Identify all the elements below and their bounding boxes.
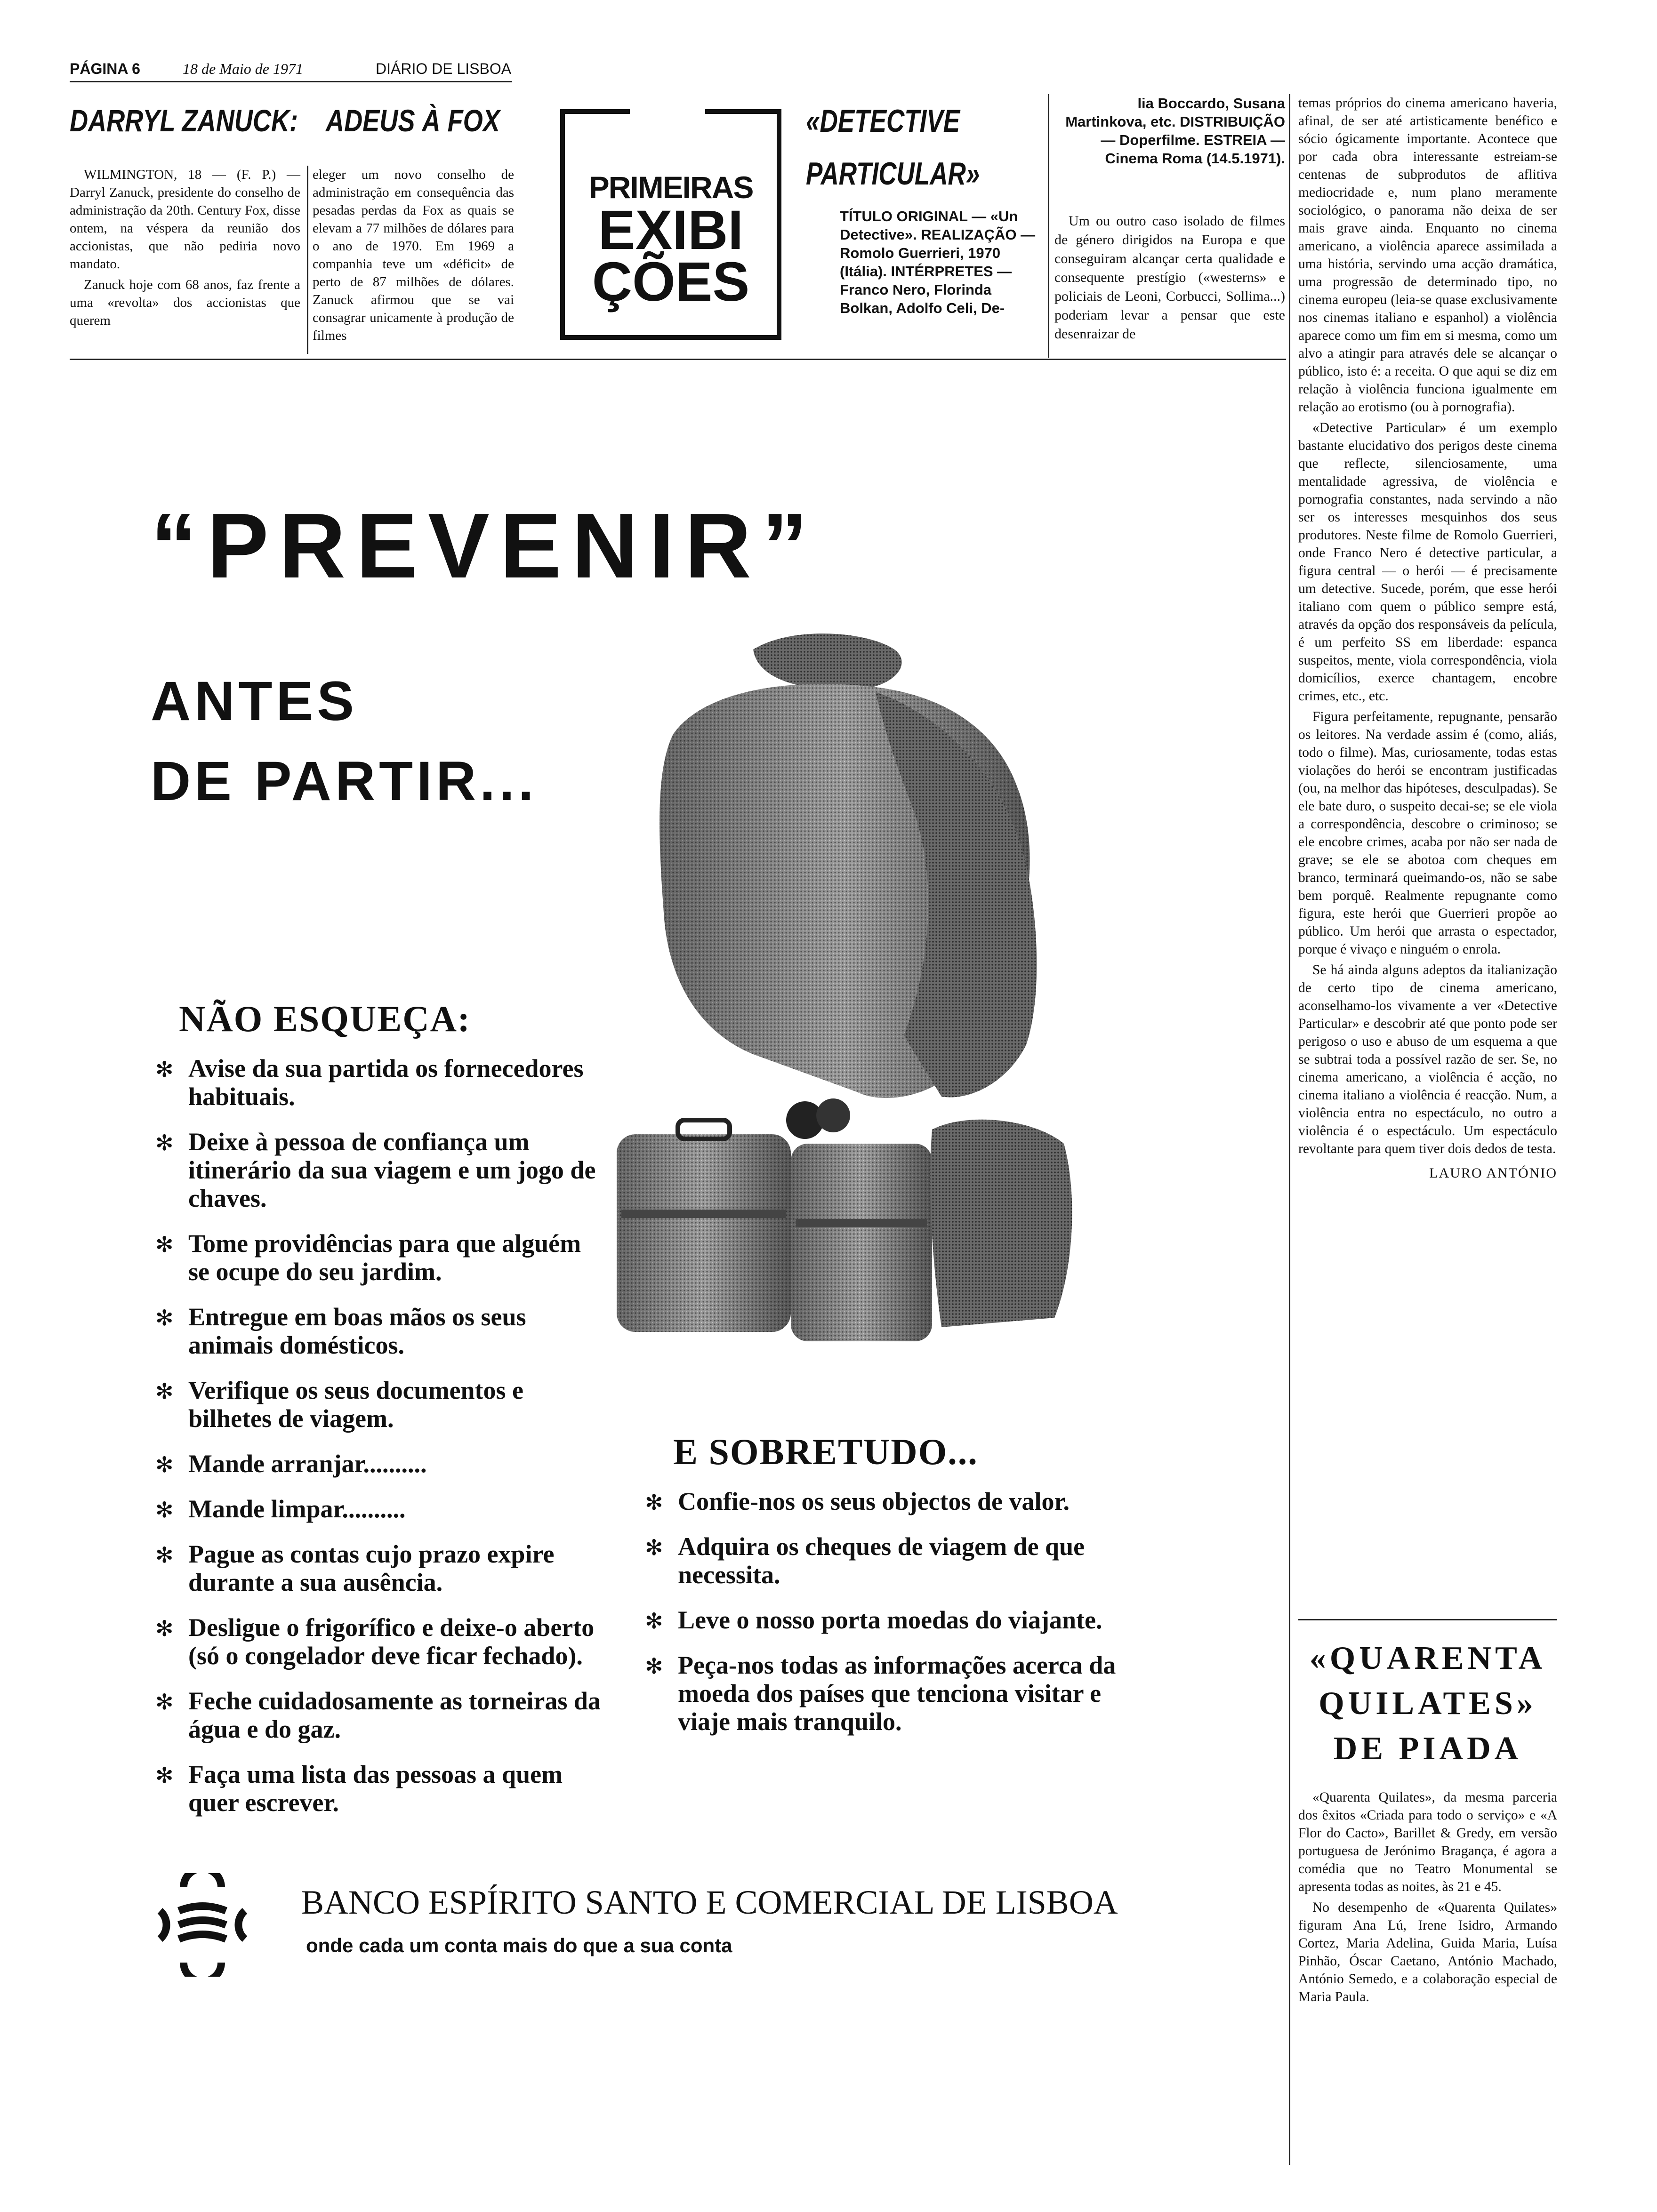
review-col-2-para: Um ou outro caso isolado de filmes de género dirigidos na Europa e que conseguiram alcançar certa qualidade e consequente prestígio («westerns» e policiais de Leoni, Corbucci, Sollima...) poderiam levar a pensar que este desenraizar de (1054, 213, 1285, 342)
asterisk-icon: ✻ (155, 1452, 174, 1477)
zanuck-headline-left: DARRYL ZANUCK: (70, 103, 298, 138)
zanuck-para-3: eleger um novo conselho de administração em consequência das pesadas perdas da Fox as quais se elevam a 77 milhões de dólares para o ano de 1970. Em 1969 a companhia teve um «déficit» de perto de 87 milhões de dólares. Zanuck afirmou que se vai consagrar unicamente à produção de filmes (313, 167, 514, 343)
right-col-rule (1289, 94, 1290, 2165)
paper-name: DIÁRIO DE LISBOA (376, 60, 512, 77)
review-right-para-2: «Detective Particular» é um exemplo bastante elucidativo dos perigos deste cinema que reflecte, silenciosamente, uma mentalidade agressiva, de violência e pornografia constantes, nada servindo a não ser os interesses mesquinhos dos seus produtores. Neste filme de Romolo Guerrieri, onde Franco Nero é detective particular, a figura central — o herói — é precisamente um detective. Sucede, porém, que esse herói italiano com quem o público sempre está, através da opção dos responsáveis da película, é um perfeito SS em liberdade: espanca suspeitos, mente, viola correspondência, viola domicílios, exerce chantagem, encobre crimes, etc., etc. (1298, 420, 1557, 704)
ad-sub-line-1: ANTES (151, 670, 358, 732)
quarenta-para-2: No desempenho de «Quarenta Quilates» figuram Ana Lú, Irene Isidro, Armando Cortez, Maria Adelina, Guida Maria, Luísa Pinhão, Óscar Caetano, António Machado, António Semedo, e a colaboração especial de Maria Paula. (1298, 1900, 1557, 2004)
zanuck-headline-right: ADEUS À FOX (326, 103, 500, 138)
zanuck-para-1: WILMINGTON, 18 — (F. P.) — Darryl Zanuck, presidente do conselho de administração da 20th. Century Fox, disse ontem, na véspera da reunião dos accionistas, que não pediria novo mandato. (70, 167, 300, 272)
list1-item: ✻ Desligue o frigorífico e deixe-o aberto (só o congelador deve ficar fechado). (155, 1613, 595, 1670)
asterisk-icon: ✻ (155, 1542, 174, 1568)
ad-headline: “PREVENIR” (151, 494, 819, 597)
quarenta-title (1298, 1636, 1557, 1771)
quarenta-rule (1298, 1619, 1557, 1620)
asterisk-icon: ✻ (155, 1689, 174, 1715)
list1-item: ✻ Mande arranjar.......... (155, 1450, 427, 1478)
list2-item: ✻ Leve o nosso porta moedas do viajante. (645, 1606, 1102, 1634)
list1 (155, 1054, 607, 1834)
bank-slogan: onde cada um conta mais do que a sua conta (306, 1934, 732, 1956)
page-number: PÁGINA 6 (70, 60, 140, 77)
review-credits-col-1: TÍTULO ORIGINAL — «Un Detective». REALIZAÇÃO — Romolo Guerrieri, 1970 (Itália). INTÉRPRETES — Franco Nero, Florinda Bolkan, Adolfo Celi, De- (840, 208, 1036, 316)
list2-item: ✻ Peça-nos todas as informações acerca da moeda dos países que tenciona visitar e viaje mais tranquilo. (645, 1651, 1116, 1736)
bank-logo-icon (151, 1873, 254, 1977)
luggage-illustration (612, 631, 1083, 1346)
asterisk-icon: ✻ (155, 1130, 174, 1155)
quarenta-title-line-2: QUILATES» (1319, 1685, 1537, 1722)
asterisk-icon: ✻ (155, 1232, 174, 1257)
asterisk-icon: ✻ (155, 1763, 174, 1788)
logo-frame-gap (630, 107, 705, 154)
review-right-para-1: temas próprios do cinema americano haveria, afinal, de ser até artisticamente benéfico e sócio ógicamente importante. Acontece que por cada obra interessante estreiam-se centenas de subprodutos de aflitiva mediocridade e, num plano meramente sociológico, o panorama não deixa de ser mais grave ainda. Enquanto no cinema americano, a violência aparece assimilada a uma história, servindo uma acção dramática, uma progressão de determinado tipo, no cinema europeu (leia-se quase exclusivamente nos cinemas italiano e espanhol) a violência aparece como um fim em si mesma, como um alvo a atingir para através dele se alcançar o público, isto é: a receita. O que aqui se diz em relação à violência funciona igualmente em relação ao erotismo (ou à pornografia). (1298, 96, 1557, 415)
quarenta-title-line-1: «QUARENTA (1309, 1640, 1546, 1676)
asterisk-icon: ✻ (155, 1497, 174, 1523)
logo-line-3: ÇÕES (592, 251, 750, 313)
zanuck-para-2: Zanuck hoje com 68 anos, faz frente a uma «revolta» dos accionistas que querem (70, 277, 300, 328)
list1-item: ✻ Entregue em boas mãos os seus animais domésticos. (155, 1303, 526, 1359)
asterisk-icon: ✻ (645, 1608, 663, 1634)
review-signature: LAURO ANTÓNIO (1429, 1165, 1557, 1181)
asterisk-icon: ✻ (155, 1057, 174, 1082)
list1-item: ✻ Mande limpar.......... (155, 1495, 406, 1523)
logo-line-2: EXIBI (598, 199, 744, 261)
asterisk-icon: ✻ (645, 1653, 663, 1679)
review-title-line-1: «DETECTIVE (806, 103, 960, 139)
review-credits-col-2: lia Boccardo, Susana Martinkova, etc. DISTRIBUIÇÃO — Doperfilme. ESTREIA — Cinema Roma (14.5.1971). (1065, 95, 1285, 167)
ad-sub-line-2: DE PARTIR... (151, 750, 538, 812)
list1-item: ✻ Tome providências para que alguém se ocupe do seu jardim. (155, 1229, 581, 1286)
review-right-col (1298, 94, 1557, 1182)
quarenta-para-1: «Quarenta Quilates», da mesma parceria dos êxitos «Criada para todo o serviço» e «A Flor do Cacto», Barillet & Gredy, em versão portuguesa de Jerónimo Bragança, é agora a comédia que no Teatro Monumental se apresenta todas as noites, às 21 e 45. (1298, 1790, 1557, 1894)
list2-item: ✻ Adquira os cheques de viagem de que necessita. (645, 1532, 1085, 1589)
header-rule (70, 81, 512, 82)
list1-item: ✻ Verifique os seus documentos e bilhetes de viagem. (155, 1376, 524, 1433)
review-title-line-2: PARTICULAR» (806, 156, 980, 192)
asterisk-icon: ✻ (155, 1378, 174, 1404)
quarenta-title-line-3: DE PIADA (1333, 1731, 1522, 1767)
review-right-para-3: Figura perfeitamente, repugnante, pensarão os leitores. Na verdade assim é (como, aliás, todo o filme). Mas, curiosamente, todas estas violações do herói se encontram justificadas (ou, na melhor das hipóteses, desculpadas). Se ele bate duro, o suspeito decai-se; se ele viola a correspondência, descobre o criminoso; se ele encobre crimes, acaba por não ser nada de grave; se ele se abotoa com cheques em branco, terminará queimando-os, não se sabe bem porquê. Realmente repugnante como figura, este herói que Guerrieri propõe ao público. Um herói que arrasta o espectador, porque é vivaço e ninguém o enrola. (1298, 709, 1557, 957)
list2-title: E SOBRETUDO... (673, 1431, 978, 1472)
logo-line-1: PRIMEIRAS (588, 170, 753, 205)
list1-title: NÃO ESQUEÇA: (179, 998, 471, 1039)
asterisk-icon: ✻ (645, 1535, 663, 1560)
list2-item: ✻ Confie-nos os seus objectos de valor. (645, 1487, 1070, 1515)
list1-item: ✻ Deixe à pessoa de confiança um itinerário da sua viagem e um jogo de chaves. (155, 1128, 596, 1212)
bag-right (930, 1120, 1072, 1327)
bank-name: BANCO ESPÍRITO SANTO E COMERCIAL DE LISBOA (301, 1883, 1118, 1921)
list1-item: ✻ Faça uma lista das pessoas a quem quer escrever. (155, 1760, 563, 1817)
list2 (645, 1487, 1158, 1753)
zanuck-col-rule (307, 166, 308, 354)
list1-item: ✻ Avise da sua partida os fornecedores habituais. (155, 1054, 584, 1111)
review-col-rule (1048, 94, 1049, 358)
zanuck-col-1 (70, 166, 300, 332)
asterisk-icon: ✻ (645, 1490, 663, 1515)
review-col-2 (1054, 212, 1285, 346)
top-section-rule (70, 359, 1286, 360)
page-date: 18 de Maio de 1971 (183, 60, 303, 77)
hat-shape (753, 633, 902, 690)
asterisk-icon: ✻ (155, 1305, 174, 1330)
list1-item: ✻ Feche cuidadosamente as torneiras da água e do gaz. (155, 1687, 601, 1743)
zanuck-col-2 (313, 166, 514, 347)
primeiras-exibicoes-logo (560, 109, 781, 340)
review-right-para-4: Se há ainda alguns adeptos da italianização de certo tipo de cinema americano, aconselhamo-los vivamente a ver «Detective Particular» e descobrir até que ponto pode ser perigoso o uso e abuso de um esquema a que se subtrai toda a possível razão de ser. Se, no cinema americano, a violência é acção, no cinema italiano a violência é reacção. Num, a violência entra no espectáculo, no outro a violência é o espectáculo. Um espectáculo revoltante para quem tiver dois dedos de testa. (1298, 962, 1557, 1156)
asterisk-icon: ✻ (155, 1616, 174, 1641)
list1-item: ✻ Pague as contas cujo prazo expire durante a sua ausência. (155, 1540, 555, 1596)
quarenta-body (1298, 1788, 1557, 2009)
